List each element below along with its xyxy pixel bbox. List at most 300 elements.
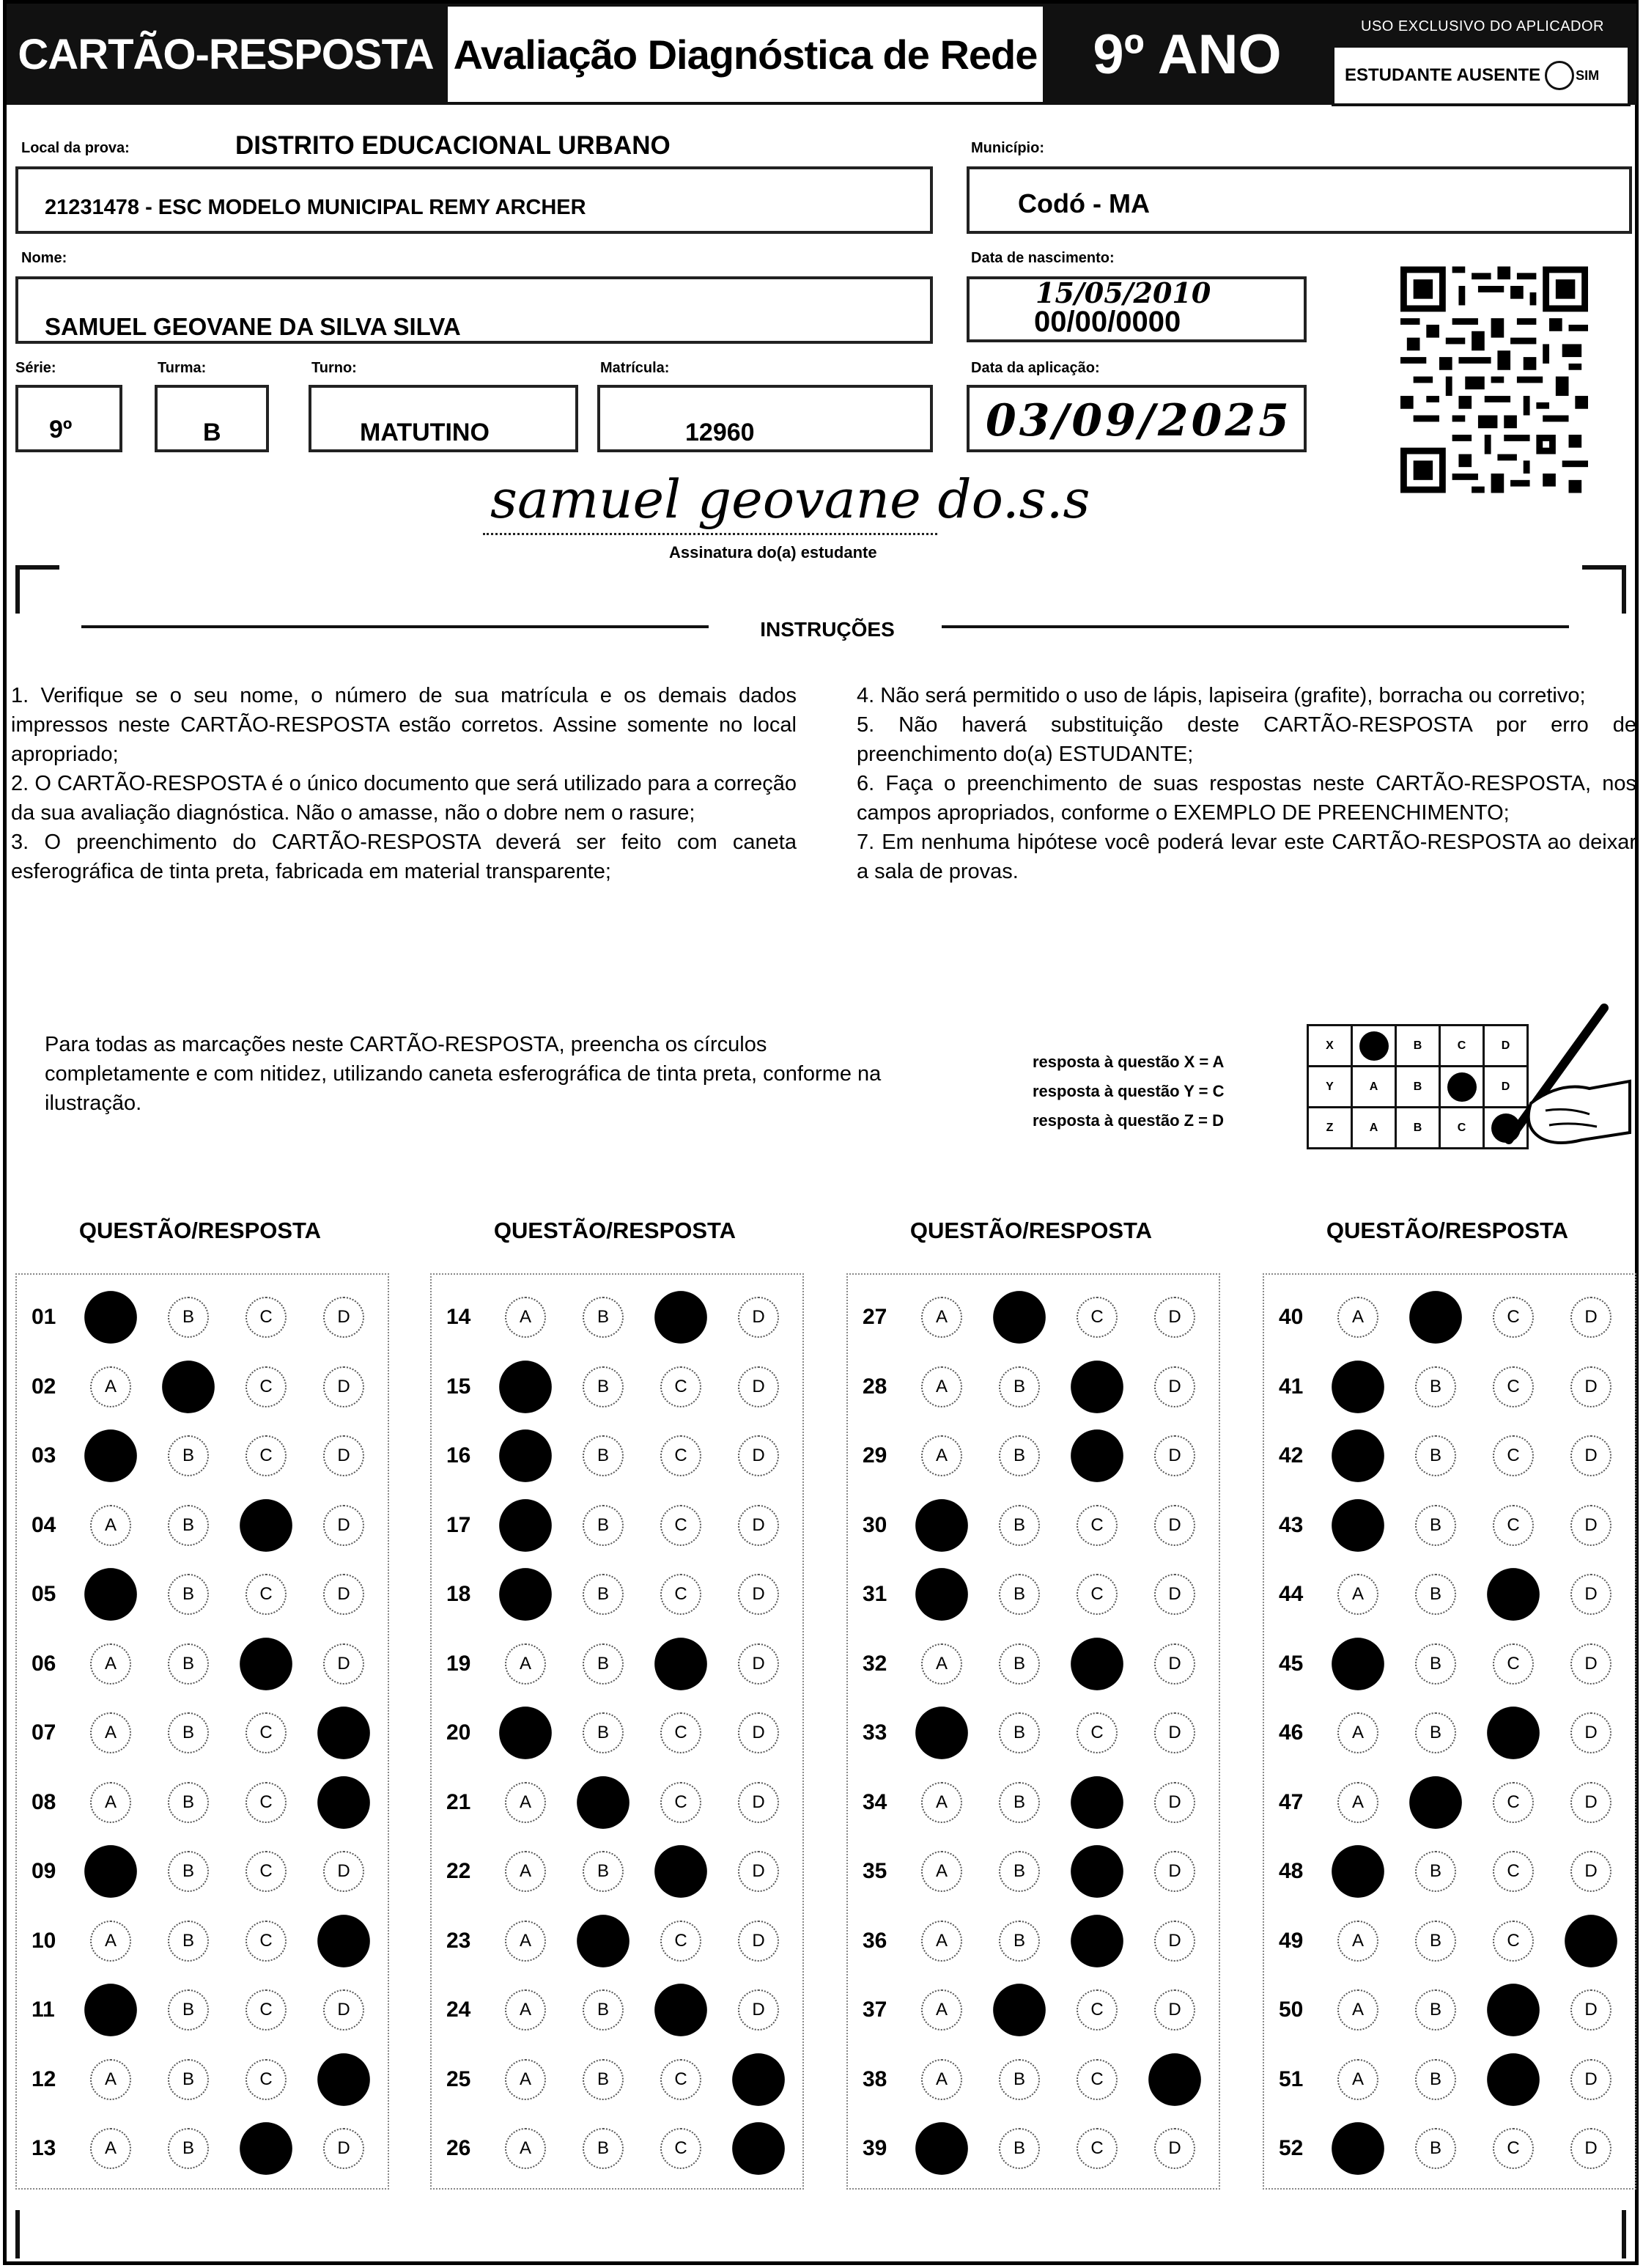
question-number: 51 <box>1279 2066 1304 2091</box>
answer-bubble[interactable]: A <box>90 1782 131 1823</box>
answer-bubble[interactable]: A <box>505 1851 546 1892</box>
answer-bubble[interactable]: A <box>90 1712 131 1753</box>
instructions-title: INSTRUÇÕES <box>760 618 895 641</box>
answer-bubble-filled[interactable] <box>993 1984 1046 2036</box>
question-number: 46 <box>1279 1720 1304 1745</box>
answer-bubble-filled[interactable] <box>654 1638 707 1690</box>
answer-bubble[interactable]: C <box>245 1366 287 1407</box>
question-row <box>863 1574 1232 1615</box>
answer-bubble[interactable]: D <box>1570 1435 1611 1476</box>
answer-bubble[interactable]: B <box>1415 1366 1456 1407</box>
answer-bubble[interactable]: B <box>583 1851 624 1892</box>
example-option: D <box>1484 1026 1528 1067</box>
frame-corner-top-left <box>15 565 59 614</box>
answer-bubble-filled[interactable] <box>499 1706 552 1759</box>
question-row <box>32 1643 401 1685</box>
answer-bubble[interactable]: A <box>505 1782 546 1823</box>
answer-bubble[interactable]: B <box>583 2059 624 2100</box>
answer-bubble[interactable]: C <box>1077 2128 1118 2169</box>
answer-bubble[interactable]: B <box>583 1989 624 2030</box>
question-number: 32 <box>863 1651 887 1676</box>
answer-bubble[interactable]: B <box>1415 1643 1456 1685</box>
question-number: 27 <box>863 1305 887 1329</box>
question-row <box>446 1989 816 2030</box>
answer-bubble-filled[interactable] <box>1409 1291 1462 1344</box>
answer-bubble[interactable]: A <box>1337 1989 1378 2030</box>
answer-bubble[interactable]: D <box>1570 1989 1611 2030</box>
answer-bubble[interactable]: B <box>583 1712 624 1753</box>
answer-bubble[interactable]: C <box>1077 1574 1118 1615</box>
answer-bubble-filled[interactable] <box>577 1915 629 1967</box>
answer-bubble[interactable]: A <box>921 1366 962 1407</box>
answer-bubble[interactable]: D <box>1570 1851 1611 1892</box>
instruction-item: 4. Não será permitido o uso de lápis, lapiseira (grafite), borracha ou corretivo; <box>857 684 1586 707</box>
answer-bubble-filled[interactable] <box>317 1706 370 1759</box>
answer-bubble[interactable]: D <box>1154 1643 1195 1685</box>
question-row <box>446 1712 816 1753</box>
answer-bubble-filled[interactable] <box>915 2122 968 2175</box>
answer-bubble[interactable]: C <box>1493 1921 1534 1962</box>
question-row <box>1279 1643 1643 1685</box>
question-row <box>32 1435 401 1476</box>
nascimento-field <box>967 276 1307 342</box>
answer-bubble[interactable]: A <box>1337 1921 1378 1962</box>
answer-bubble[interactable]: B <box>999 1921 1040 1962</box>
answer-bubble[interactable]: C <box>660 1921 701 1962</box>
instructions-rule-left <box>81 625 709 628</box>
filled-dot <box>1359 1031 1389 1061</box>
answer-bubble[interactable]: D <box>1570 1643 1611 1685</box>
turno-field <box>309 385 578 452</box>
answer-bubble[interactable]: C <box>245 1435 287 1476</box>
answer-bubble[interactable]: B <box>168 1574 209 1615</box>
answer-bubble[interactable]: D <box>323 1574 364 1615</box>
answer-bubble-filled[interactable] <box>915 1568 968 1621</box>
answer-bubble[interactable]: D <box>1570 1366 1611 1407</box>
question-number: 26 <box>446 2136 471 2160</box>
answer-bubble[interactable]: D <box>1154 1782 1195 1823</box>
question-number: 29 <box>863 1443 887 1468</box>
school-field <box>15 166 933 234</box>
fill-instruction: Para todas as marcações neste CARTÃO-RESPOSTA, preencha os círculos completamente e com nitidez, utilizando caneta esferográfica de tinta preta, conforme na ilustração. <box>45 1033 882 1115</box>
signature-label: Assinatura do(a) estudante <box>669 543 877 562</box>
question-number: 21 <box>446 1789 471 1814</box>
answer-bubble[interactable]: D <box>323 1643 364 1685</box>
answer-bubble[interactable]: A <box>921 1782 962 1823</box>
answer-bubble[interactable]: A <box>90 2128 131 2169</box>
absent-bubble[interactable] <box>1545 61 1574 90</box>
answer-bubble[interactable]: B <box>999 1782 1040 1823</box>
answer-bubble-filled[interactable] <box>1071 1915 1123 1967</box>
answer-bubble[interactable]: B <box>168 2128 209 2169</box>
answer-bubble-filled[interactable] <box>84 1568 137 1621</box>
answer-bubble[interactable]: B <box>168 1782 209 1823</box>
question-row <box>1279 2059 1643 2100</box>
question-number: 40 <box>1279 1305 1304 1329</box>
answer-bubble[interactable]: C <box>1077 2059 1118 2100</box>
answer-bubble[interactable]: D <box>323 1989 364 2030</box>
answer-bubble[interactable]: B <box>999 1366 1040 1407</box>
answer-bubble-filled[interactable] <box>84 1291 137 1344</box>
question-row <box>446 1574 816 1615</box>
answer-bubble[interactable]: B <box>999 1851 1040 1892</box>
nome-field <box>15 276 933 344</box>
answer-bubble[interactable]: B <box>1415 1574 1456 1615</box>
answer-bubble[interactable]: A <box>90 2059 131 2100</box>
question-row <box>446 1366 816 1407</box>
answer-bubble-filled[interactable] <box>1332 1361 1384 1413</box>
answer-bubble[interactable]: B <box>999 1505 1040 1546</box>
question-number: 09 <box>32 1859 56 1883</box>
answer-bubble-filled[interactable] <box>993 1291 1046 1344</box>
answer-bubble[interactable]: C <box>245 2059 287 2100</box>
answer-bubble[interactable]: A <box>1337 2059 1378 2100</box>
answer-bubble[interactable]: C <box>1493 1782 1534 1823</box>
question-number: 06 <box>32 1651 56 1676</box>
answer-bubble[interactable]: A <box>90 1921 131 1962</box>
column-title: QUESTÃO/RESPOSTA <box>493 1218 736 1243</box>
answer-bubble[interactable]: B <box>1415 1851 1456 1892</box>
answer-bubble[interactable]: A <box>90 1643 131 1685</box>
aplicacao-label: Data da aplicação: <box>971 360 1100 376</box>
answer-bubble-filled[interactable] <box>84 1984 137 2036</box>
answer-bubble[interactable]: D <box>323 1297 364 1338</box>
nome-value: SAMUEL GEOVANE DA SILVA SILVA <box>45 313 461 340</box>
answer-bubble[interactable]: C <box>245 1712 287 1753</box>
answer-bubble[interactable]: C <box>1493 1505 1534 1546</box>
answer-bubble[interactable]: C <box>660 1435 701 1476</box>
question-number: 17 <box>446 1512 471 1537</box>
answer-bubble[interactable]: B <box>583 1435 624 1476</box>
answer-bubble-filled[interactable] <box>1071 1361 1123 1413</box>
answer-bubble[interactable]: A <box>1337 1782 1378 1823</box>
answer-bubble[interactable]: C <box>1077 1297 1118 1338</box>
answer-bubble[interactable]: C <box>1493 1366 1534 1407</box>
frame-corner-bottom-right <box>1622 2210 1626 2258</box>
answer-bubble[interactable]: B <box>168 1505 209 1546</box>
example-filled-bubble <box>1352 1026 1396 1067</box>
answer-bubble[interactable]: B <box>168 1297 209 1338</box>
answer-bubble[interactable]: D <box>1154 1921 1195 1962</box>
answer-bubble[interactable]: D <box>1570 2059 1611 2100</box>
answer-bubble[interactable]: B <box>999 1435 1040 1476</box>
answer-bubble-filled[interactable] <box>1071 1429 1123 1482</box>
example-option: B <box>1396 1026 1440 1067</box>
answer-bubble[interactable]: A <box>90 1366 131 1407</box>
answer-bubble[interactable]: D <box>323 1435 364 1476</box>
answer-bubble[interactable]: B <box>1415 1505 1456 1546</box>
answer-bubble-filled[interactable] <box>499 1361 552 1413</box>
answer-bubble[interactable]: B <box>1415 2059 1456 2100</box>
question-number: 05 <box>32 1582 56 1606</box>
answer-bubble[interactable]: D <box>738 1574 779 1615</box>
answer-bubble[interactable]: B <box>999 1574 1040 1615</box>
question-row <box>1279 2128 1643 2169</box>
question-row <box>1279 1366 1643 1407</box>
question-row <box>863 2059 1232 2100</box>
answer-bubble-filled[interactable] <box>654 1291 707 1344</box>
answer-bubble[interactable]: B <box>1415 1989 1456 2030</box>
question-row <box>32 1297 401 1338</box>
answer-bubble[interactable]: C <box>660 2059 701 2100</box>
answer-bubble[interactable]: D <box>323 1505 364 1546</box>
answer-bubble-filled[interactable] <box>1487 1984 1540 2036</box>
answer-bubble[interactable]: B <box>168 1712 209 1753</box>
answer-bubble[interactable]: C <box>1493 1851 1534 1892</box>
example-option: B <box>1396 1067 1440 1108</box>
answer-bubble-filled[interactable] <box>1071 1638 1123 1690</box>
question-number: 15 <box>446 1374 471 1399</box>
example-option: B <box>1396 1108 1440 1149</box>
answer-bubble[interactable]: B <box>999 1712 1040 1753</box>
answer-bubble[interactable]: A <box>921 1989 962 2030</box>
answer-bubble-filled[interactable] <box>1148 2053 1201 2106</box>
question-number: 23 <box>446 1928 471 1953</box>
exam-title: Avaliação Diagnóstica de Rede <box>445 4 1046 105</box>
answer-bubble[interactable]: D <box>738 1366 779 1407</box>
answer-bubble-filled[interactable] <box>1332 1429 1384 1482</box>
filled-dot <box>1447 1072 1477 1102</box>
answer-bubble[interactable]: B <box>1415 1712 1456 1753</box>
answer-bubble-filled[interactable] <box>732 2053 785 2106</box>
answer-bubble[interactable]: A <box>921 1921 962 1962</box>
answer-bubble[interactable]: D <box>738 1297 779 1338</box>
question-number: 08 <box>32 1789 56 1814</box>
answer-bubble-filled[interactable] <box>915 1706 968 1759</box>
example-option: A <box>1352 1067 1396 1108</box>
answer-bubble-filled[interactable] <box>84 1845 137 1898</box>
answer-bubble[interactable]: A <box>505 1643 546 1685</box>
answer-bubble[interactable]: A <box>921 1297 962 1338</box>
answer-bubble[interactable]: D <box>1570 2128 1611 2169</box>
answer-bubble[interactable]: C <box>245 1989 287 2030</box>
answer-bubble[interactable]: D <box>738 1989 779 2030</box>
answer-bubble[interactable]: A <box>505 2059 546 2100</box>
answer-bubble[interactable]: D <box>738 1643 779 1685</box>
question-number: 33 <box>863 1720 887 1745</box>
question-number: 19 <box>446 1651 471 1676</box>
student-signature: samuel geovane do.s.s <box>490 468 1090 530</box>
answer-bubble[interactable]: D <box>1570 1712 1611 1753</box>
answer-bubble[interactable]: C <box>1077 1712 1118 1753</box>
answer-bubble[interactable]: D <box>738 1712 779 1753</box>
answer-bubble-filled[interactable] <box>1332 1845 1384 1898</box>
answer-bubble[interactable]: B <box>1415 1921 1456 1962</box>
answer-bubble[interactable]: D <box>323 1851 364 1892</box>
question-number: 36 <box>863 1928 887 1953</box>
question-row <box>863 1435 1232 1476</box>
question-row <box>32 1989 401 2030</box>
answer-bubble[interactable]: D <box>738 1921 779 1962</box>
example-question-label: Y <box>1308 1067 1352 1108</box>
answer-bubble[interactable]: A <box>921 2059 962 2100</box>
answer-bubble[interactable]: C <box>1077 1505 1118 1546</box>
answer-bubble[interactable]: D <box>1154 1989 1195 2030</box>
question-row <box>863 2128 1232 2169</box>
answer-bubble[interactable]: B <box>583 1643 624 1685</box>
column-title: QUESTÃO/RESPOSTA <box>78 1218 322 1243</box>
answer-bubble[interactable]: B <box>168 1435 209 1476</box>
answer-bubble-filled[interactable] <box>162 1361 215 1413</box>
answer-bubble-filled[interactable] <box>915 1499 968 1552</box>
answer-bubble[interactable]: D <box>1570 1297 1611 1338</box>
answer-bubble[interactable]: B <box>583 1505 624 1546</box>
answer-bubble[interactable]: D <box>1154 1851 1195 1892</box>
frame-corner-top-right <box>1582 565 1626 614</box>
answer-bubble[interactable]: B <box>583 1574 624 1615</box>
answer-bubble[interactable]: A <box>921 1435 962 1476</box>
question-number: 04 <box>32 1512 56 1537</box>
answer-bubble[interactable]: A <box>90 1505 131 1546</box>
answer-bubble[interactable]: D <box>1154 1505 1195 1546</box>
question-row <box>863 1851 1232 1892</box>
answer-bubble[interactable]: C <box>1493 2128 1534 2169</box>
municipio-field <box>967 166 1632 234</box>
answer-bubble[interactable]: A <box>505 1921 546 1962</box>
answer-bubble[interactable]: B <box>168 1921 209 1962</box>
answer-bubble[interactable]: A <box>1337 1297 1378 1338</box>
answer-bubble[interactable]: B <box>168 1989 209 2030</box>
answer-bubble-filled[interactable] <box>654 1984 707 2036</box>
answer-bubble[interactable]: C <box>660 1366 701 1407</box>
answer-bubble[interactable]: D <box>1154 1712 1195 1753</box>
answer-bubble-filled[interactable] <box>84 1429 137 1482</box>
answer-bubble-filled[interactable] <box>499 1568 552 1621</box>
answer-bubble[interactable]: B <box>583 2128 624 2169</box>
serie-label: Série: <box>15 360 56 376</box>
answer-bubble[interactable]: B <box>1415 2128 1456 2169</box>
answer-bubble-filled[interactable] <box>732 2122 785 2175</box>
answer-bubble-filled[interactable] <box>240 1638 292 1690</box>
answer-bubble-filled[interactable] <box>317 2053 370 2106</box>
absent-label: ESTUDANTE AUSENTE <box>1345 65 1541 85</box>
answer-bubble[interactable]: B <box>999 2059 1040 2100</box>
answer-bubble[interactable]: C <box>1493 1297 1534 1338</box>
answer-bubble[interactable]: A <box>1337 1574 1378 1615</box>
question-number: 31 <box>863 1582 887 1606</box>
answer-bubble[interactable]: B <box>999 1643 1040 1685</box>
question-number: 34 <box>863 1789 887 1814</box>
question-row <box>32 2059 401 2100</box>
answer-bubble-filled[interactable] <box>1071 1776 1123 1829</box>
answer-bubble[interactable]: B <box>168 1643 209 1685</box>
question-row <box>863 1989 1232 2030</box>
answer-bubble[interactable]: C <box>1493 1435 1534 1476</box>
answer-bubble[interactable]: D <box>738 1851 779 1892</box>
answer-bubble[interactable]: C <box>660 1712 701 1753</box>
answer-bubble-filled[interactable] <box>499 1499 552 1552</box>
answer-bubble[interactable]: C <box>660 2128 701 2169</box>
answer-bubble-filled[interactable] <box>1487 1706 1540 1759</box>
answer-bubble[interactable]: B <box>583 1366 624 1407</box>
answer-bubble-filled[interactable] <box>1409 1776 1462 1829</box>
answer-bubble[interactable]: D <box>1154 1574 1195 1615</box>
question-row <box>1279 1297 1643 1338</box>
answer-bubble[interactable]: C <box>245 1782 287 1823</box>
example-label: resposta à questão Z = D <box>1033 1111 1225 1130</box>
answer-bubble[interactable]: B <box>999 2128 1040 2169</box>
pen-hand-illustration <box>1480 1001 1633 1169</box>
question-row <box>446 1435 816 1476</box>
answer-bubble[interactable]: C <box>1493 1643 1534 1685</box>
answer-bubble[interactable]: A <box>921 1851 962 1892</box>
answer-bubble[interactable]: D <box>323 1366 364 1407</box>
answer-bubble[interactable]: D <box>1570 1574 1611 1615</box>
answer-bubble[interactable]: D <box>1570 1505 1611 1546</box>
answer-bubble[interactable]: D <box>1154 1435 1195 1476</box>
answer-bubble-filled[interactable] <box>654 1845 707 1898</box>
answer-bubble-filled[interactable] <box>317 1776 370 1829</box>
instruction-item: 6. Faça o preenchimento de suas respostas neste CARTÃO-RESPOSTA, nos campos apropriados, conforme o EXEMPLO DE PREENCHIMENTO; <box>857 772 1636 825</box>
matricula-label: Matrícula: <box>600 360 670 376</box>
applicator-panel <box>1329 4 1636 105</box>
answer-bubble-filled[interactable] <box>1332 1638 1384 1690</box>
instruction-item: 7. Em nenhuma hipótese você poderá levar este CARTÃO-RESPOSTA ao deixar a sala de provas. <box>857 831 1636 883</box>
answer-bubble[interactable]: D <box>738 1505 779 1546</box>
answer-bubble[interactable]: D <box>1154 1297 1195 1338</box>
answer-bubble-filled[interactable] <box>1332 2122 1384 2175</box>
answer-bubble-filled[interactable] <box>317 1915 370 1967</box>
question-row <box>32 1505 401 1546</box>
answer-bubble[interactable]: C <box>245 1851 287 1892</box>
answer-bubble-filled[interactable] <box>1487 1568 1540 1621</box>
nome-label: Nome: <box>21 250 67 266</box>
serie-field <box>15 385 122 452</box>
answer-bubble[interactable]: D <box>738 1435 779 1476</box>
matricula-value: 12960 <box>685 419 755 446</box>
answer-bubble[interactable]: A <box>505 2128 546 2169</box>
answer-bubble[interactable]: B <box>1415 1435 1456 1476</box>
question-number: 02 <box>32 1374 56 1399</box>
question-number: 45 <box>1279 1651 1304 1676</box>
example-question-label: X <box>1308 1026 1352 1067</box>
answer-bubble[interactable]: C <box>660 1574 701 1615</box>
answer-bubble[interactable]: B <box>168 1851 209 1892</box>
answer-bubble-filled[interactable] <box>499 1429 552 1482</box>
answer-bubble[interactable]: C <box>660 1505 701 1546</box>
answer-bubble-filled[interactable] <box>240 1499 292 1552</box>
example-option: D <box>1484 1067 1528 1108</box>
answer-bubble[interactable]: C <box>245 1297 287 1338</box>
question-number: 49 <box>1279 1928 1304 1953</box>
answer-bubble[interactable]: A <box>505 1989 546 2030</box>
answer-bubble[interactable]: C <box>660 1782 701 1823</box>
answer-bubble-filled[interactable] <box>240 2122 292 2175</box>
answer-bubble[interactable]: A <box>505 1297 546 1338</box>
answer-bubble-filled[interactable] <box>1565 1915 1617 1967</box>
answer-bubble[interactable]: B <box>583 1297 624 1338</box>
answer-bubble[interactable]: B <box>168 2059 209 2100</box>
question-row <box>1279 1505 1643 1546</box>
answer-bubble-filled[interactable] <box>577 1776 629 1829</box>
answer-bubble[interactable]: A <box>1337 1712 1378 1753</box>
answer-bubble-filled[interactable] <box>1487 2053 1540 2106</box>
answer-bubble[interactable]: C <box>245 1921 287 1962</box>
answer-bubble[interactable]: C <box>245 1574 287 1615</box>
answer-bubble[interactable]: C <box>1077 1989 1118 2030</box>
answer-bubble[interactable]: A <box>921 1643 962 1685</box>
answer-bubble[interactable]: D <box>738 1782 779 1823</box>
answer-bubble[interactable]: D <box>1154 2128 1195 2169</box>
question-row <box>446 1921 816 1962</box>
answer-bubble[interactable]: D <box>323 2128 364 2169</box>
answer-bubble[interactable]: D <box>1154 1366 1195 1407</box>
answer-bubble-filled[interactable] <box>1332 1499 1384 1552</box>
answer-bubble[interactable]: D <box>1570 1782 1611 1823</box>
question-number: 01 <box>32 1305 56 1329</box>
answer-bubble-filled[interactable] <box>1071 1845 1123 1898</box>
instruction-item: 1. Verifique se o seu nome, o número de sua matrícula e os demais dados impressos neste CARTÃO-RESPOSTA estão corretos. Assine somente no local apropriado; <box>11 684 797 766</box>
